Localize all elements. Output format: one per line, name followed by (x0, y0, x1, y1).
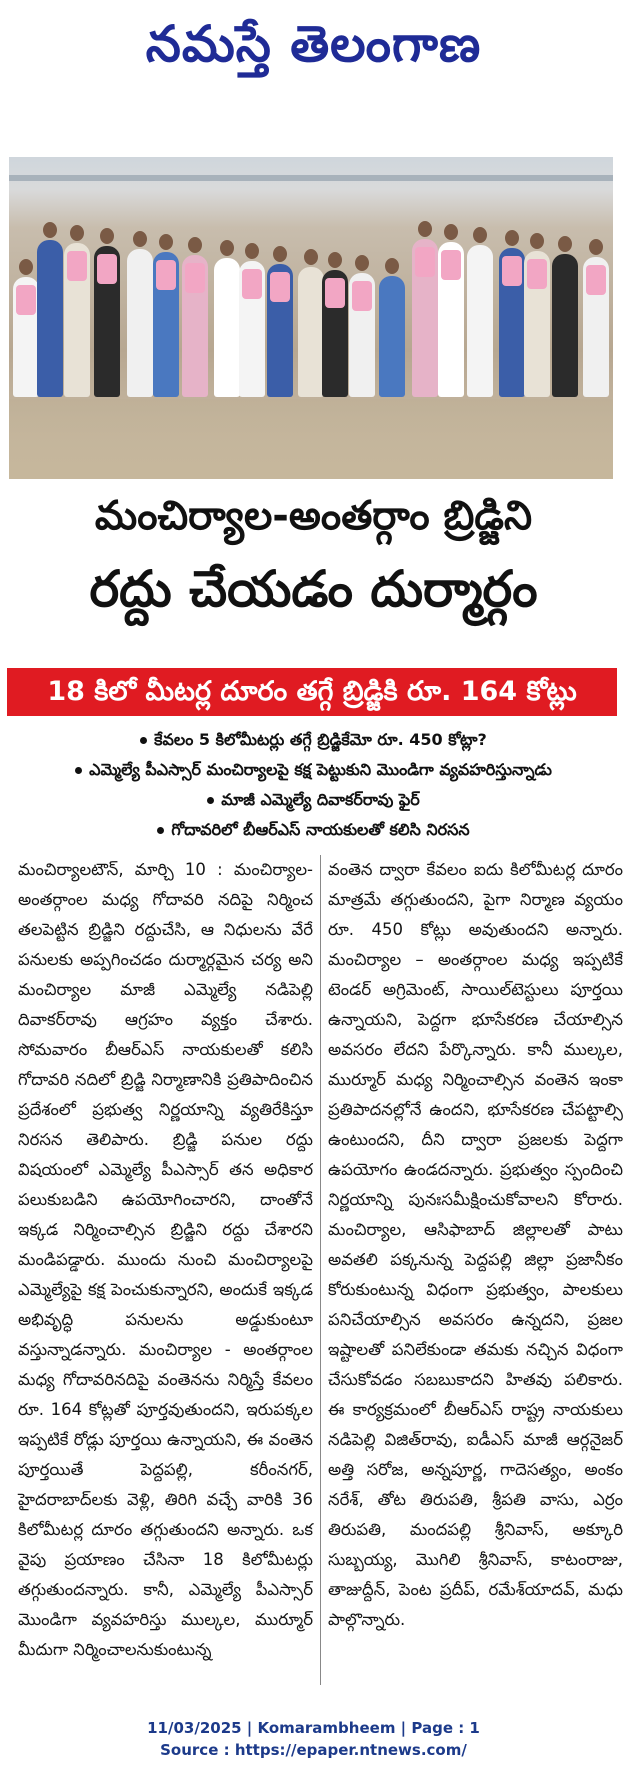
photo-person-head (70, 225, 84, 241)
photo-person-head (385, 258, 399, 274)
masthead (0, 14, 627, 86)
article-column-left: మంచిర్యాలటౌన్, మార్చి 10 : మంచిర్యాల-అంతర్గాంల మధ్య గోదావరి నదిపై నిర్మించ తలపెట్టిన బ్రిడ్జిని రద్దుచేసి, ఆ నిధులను వేరే పనులకు అప్పగించడం దుర్మార్గమైన చర్య అని మంచిర్యాల మాజీ ఎమ్మెల్యే నడిపెల్లి దివాకర్‌రావు ఆగ్రహం వ్యక్తం చేశారు. సోమవారం బీఆర్ఎస్ నాయకులతో కలిసి గోదావరి నదిలో బ్రిడ్జి నిర్మాణానికి ప్రతిపాదించిన ప్రదేశంలో ప్రభుత్వ నిర్ణయాన్ని వ్యతిరేకిస్తూ నిరసన తెలిపారు. బ్రిడ్జి పనుల రద్దు విషయంలో ఎమ్మెల్యే పీఎస్సార్ తన అధికార పలుకుబడిని ఉపయోగించారని, దాంతోనే ఇక్కడ నిర్మించాల్సిన బ్రిడ్జిని రద్దు చేశారని మండిపడ్డారు. ముందు నుంచి మంచిర్యాలపై ఎమ్మెల్యేపై కక్ష పెంచుకున్నారని, అందుకే ఇక్కడ అభివృద్ధి పనులను అడ్డుకుంటూ వస్తున్నాడన్నారు. మంచిర్యాల - అంతర్గాంల మధ్య గోదావరినదిపై వంతెనను నిర్మిస్తే కేవలం రూ. 164 కోట్లతో పూర్తవుతుందని, ఇరుపక్కల ఇప్పటికే రోడ్లు పూర్తయి ఉన్నాయని, ఈ వంతెన పూర్తయితే పెద్దపల్లి, కరీంనగర్, హైదరాబాద్‌లకు వెళ్లి, తిరిగి వచ్చే వారికి 36 కిలోమీటర్ల దూరం తగ్గుతుందని అన్నారు. ఒక వైపు ప్రయాణం చేసినా 18 కిలోమీటర్లు తగ్గుతుందన్నారు. కానీ, ఎమ్మెల్యే పీఎస్సార్ మొండిగా వ్యవహరిస్తు ముల్కల, ముర్మూర్ మీదుగా నిర్మించాలనుకుంటున్న (18, 860, 313, 1659)
photo-person-scarf (97, 254, 117, 284)
photo-person-head (530, 233, 544, 249)
photo-person-head (220, 240, 234, 256)
photo-person-scarf (156, 260, 176, 290)
photo-person (214, 258, 240, 397)
photo-person (298, 267, 324, 397)
news-photo (9, 157, 613, 479)
photo-person (467, 245, 493, 397)
photo-person-head (159, 234, 173, 250)
headline-line-2: రద్దు చేయడం దుర్మార్గం (89, 560, 538, 618)
photo-person (583, 257, 609, 397)
photo-person-head (505, 230, 519, 246)
photo-person-head (355, 255, 369, 271)
photo-person-scarf (441, 250, 461, 280)
photo-person-scarf (242, 269, 262, 299)
photo-person (153, 252, 179, 397)
photo-person-head (328, 252, 342, 268)
photo-person-head (245, 243, 259, 259)
page-footer (0, 1717, 627, 1761)
photo-person-scarf (16, 285, 36, 315)
photo-person (412, 239, 438, 397)
photo-person-head (273, 246, 287, 262)
photo-person-head (304, 249, 318, 265)
bullet-text: మాజీ ఎమ్మెల్యే దివాకర్‌రావు ఫైర్ (221, 790, 420, 809)
photo-person (182, 255, 208, 397)
bullet-dot-icon (207, 797, 214, 804)
headline-line-1: మంచిర్యాల-అంతర్గాం బ్రిడ్జిని (94, 493, 533, 539)
newspaper-logo: నమస్తే తెలంగాణ (145, 14, 482, 73)
photo-person-scarf (415, 247, 435, 277)
photo-person-head (100, 228, 114, 244)
photo-person-scarf (67, 251, 87, 281)
photo-person-scarf (502, 256, 522, 286)
photo-person (37, 240, 63, 397)
highlight-banner: 18 కిలో మీటర్ల దూరం తగ్గే బ్రిడ్జికి రూ. 164 కోట్లు (7, 668, 617, 716)
photo-crowd (9, 197, 613, 397)
photo-ground (9, 399, 613, 479)
photo-person-scarf (185, 263, 205, 293)
bullet-text: గోదావరిలో బీఆర్ఎస్ నాయకులతో కలిసి నిరసన (171, 820, 470, 839)
bullet-text: ఎమ్మెల్యే పీఎస్సార్ మంచిర్యాలపై కక్ష పెట్టుకుని మొండిగా వ్యవహరిస్తున్నాడు (89, 760, 552, 779)
photo-person (552, 254, 578, 397)
bullet-item (0, 785, 627, 815)
photo-bridge (9, 175, 613, 181)
photo-person (438, 242, 464, 397)
photo-person (64, 243, 90, 397)
photo-person (13, 277, 39, 397)
bullet-item (0, 755, 627, 785)
bullet-dot-icon (157, 827, 164, 834)
bullet-text: కేవలం 5 కిలోమీటర్లు తగ్గే బ్రిడ్జికేమో రూ. 450 కోట్లా? (154, 730, 487, 749)
photo-person-head (19, 259, 33, 275)
bullet-dot-icon (75, 767, 82, 774)
bullet-list (0, 725, 627, 845)
bullet-item (0, 725, 627, 755)
photo-person (267, 264, 293, 397)
photo-person-head (589, 239, 603, 255)
photo-person (379, 276, 405, 397)
footer-date-line: 11/03/2025 | Komarambheem | Page : 1 (147, 1719, 480, 1737)
photo-person (94, 246, 120, 397)
photo-person (127, 249, 153, 397)
photo-person-head (418, 221, 432, 237)
photo-person-head (473, 227, 487, 243)
photo-person-head (133, 231, 147, 247)
photo-person-head (43, 222, 57, 238)
photo-person (322, 270, 348, 397)
photo-person (499, 248, 525, 397)
photo-person (524, 251, 550, 397)
photo-person-head (444, 224, 458, 240)
photo-person-scarf (527, 259, 547, 289)
photo-person (239, 261, 265, 397)
photo-person-scarf (586, 265, 606, 295)
bullet-item (0, 815, 627, 845)
photo-person (349, 273, 375, 397)
photo-person-head (188, 237, 202, 253)
footer-source-line: Source : https://epaper.ntnews.com/ (160, 1741, 467, 1759)
photo-person-head (558, 236, 572, 252)
photo-person-scarf (325, 278, 345, 308)
photo-person-scarf (352, 281, 372, 311)
column-divider (320, 855, 321, 1685)
bullet-dot-icon (140, 737, 147, 744)
article-column-right: వంతెన ద్వారా కేవలం ఐదు కిలోమీటర్ల దూరం మాత్రమే తగ్గుతుందని, పైగా నిర్మాణ వ్యయం రూ. 450 కోట్లు అవుతుందని అన్నారు. మంచిర్యాల – అంతర్గాంల మధ్య ఇప్పటికే టెండర్ అగ్రిమెంట్, సాయిల్‌టెస్టులు పూర్తయి ఉన్నాయని, పెద్దగా భూసేకరణ చేయాల్సిన అవసరం లేదని పేర్కొన్నారు. కానీ ముల్కల, ముర్మూర్ మధ్య నిర్మించాల్సిన వంతెన ఇంకా ప్రతిపాదనల్లోనే ఉందని, భూసేకరణ చేపట్టాల్సి ఉంటుందని, దీని ద్వారా ప్రజలకు పెద్దగా ఉపయోగం ఉండదన్నారు. ప్రభుత్వం స్పందించి నిర్ణయాన్ని పునఃసమీక్షించుకోవాలని కోరారు. మంచిర్యాల, ఆసిఫాబాద్ జిల్లాలతో పాటు అవతలి పక్కనున్న పెద్దపల్లి జిల్లా ప్రజానీకం కోరుకుంటున్న విధంగా ప్రభుత్వం, పాలకులు పనిచేయాల్సిన అవసరం ఉన్నదని, ప్రజల ఇష్టాలతో పనిలేకుండా తమకు నచ్చిన విధంగా చేసుకోవడం సబబుకాదని హితవు పలికారు. ఈ కార్యక్రమంలో బీఆర్ఎస్ రాష్ట్ర నాయకులు నడిపెల్లి విజిత్‌రావు, ఐడీఎస్ మాజీ ఆర్గనైజర్ అత్తి సరోజ, అన్నపూర్ణ, గాదెసత్యం, అంకం నరేశ్, తోట తిరుపతి, శ్రీపతి వాసు, ఎర్రం తిరుపతి, మందపల్లి శ్రీనివాస్, అక్కూరి సుబ్బయ్య, మొగిలి శ్రీనివాస్, కాటంరాజు, తాజుద్దీన్, పెంట ప్రదీప్, రమేశ్‌యాదవ్, మధు పాల్గొన్నారు. (328, 860, 623, 1629)
photo-person-scarf (270, 272, 290, 302)
